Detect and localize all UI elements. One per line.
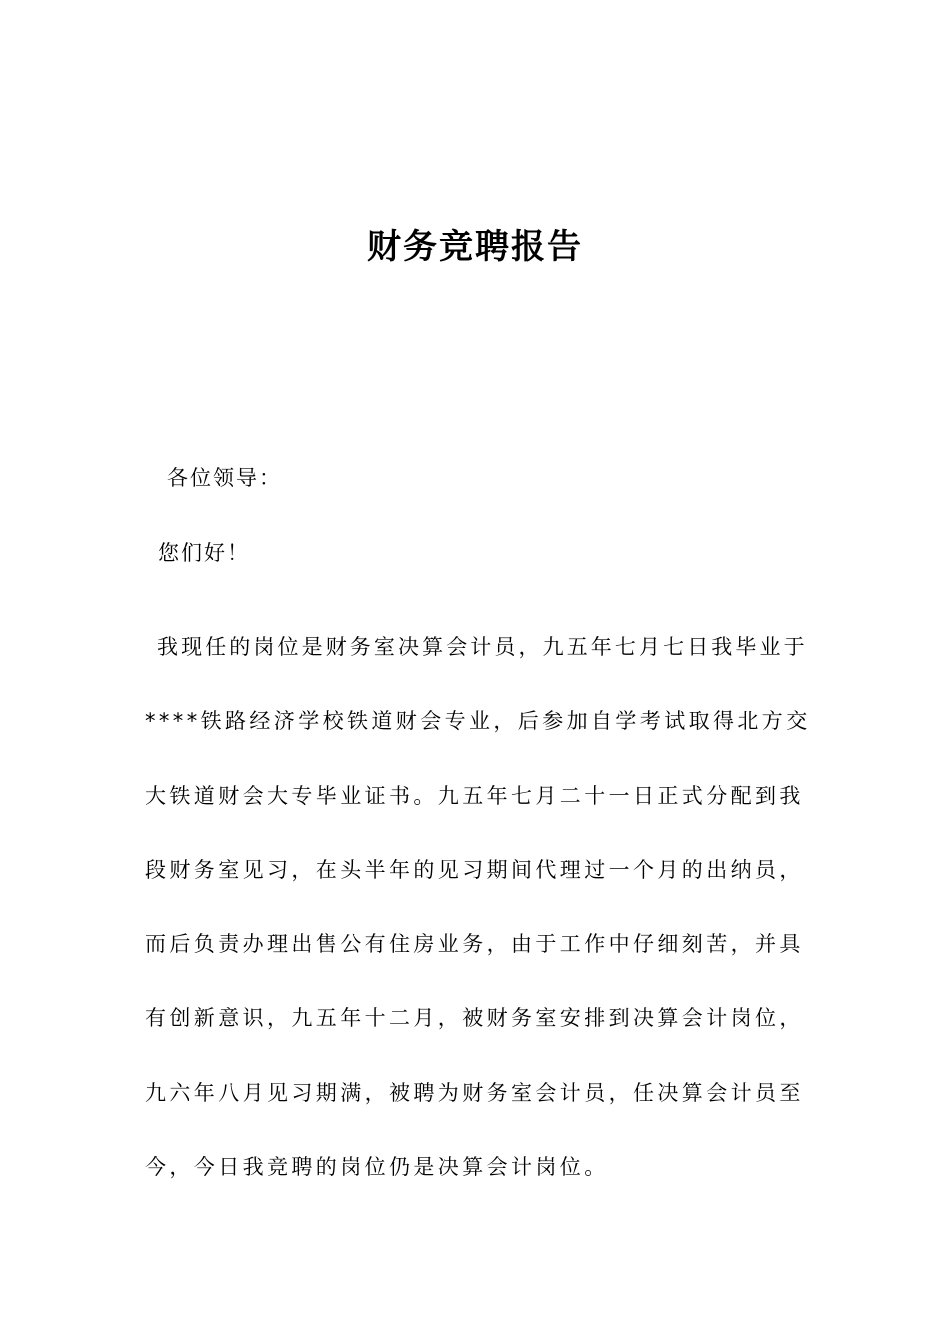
paragraph-line: 我现任的岗位是财务室决算会计员，九五年七月七日我毕业于 xyxy=(157,635,808,659)
paragraph-line: ****铁路经济学校铁道财会专业，后参加自学考试取得北方交 xyxy=(145,709,811,734)
paragraph-line: 今，今日我竞聘的岗位仍是决算会计岗位。 xyxy=(145,1155,609,1180)
paragraph-line: 段财务室见习，在头半年的见习期间代理过一个月的出纳员， xyxy=(145,857,804,882)
paragraph-line: 有创新意识，九五年十二月，被财务室安排到决算会计岗位， xyxy=(145,1006,804,1031)
paragraph-line: 而后负责办理出售公有住房业务，由于工作中仔细刻苦，并具 xyxy=(145,932,804,957)
body-paragraph xyxy=(145,610,815,1204)
greeting-text: 各位领导： xyxy=(167,466,282,490)
paragraph-line: 九六年八月见习期满，被聘为财务室会计员，任决算会计员至 xyxy=(145,1080,804,1105)
paragraph-line: 大铁道财会大专毕业证书。九五年七月二十一日正式分配到我 xyxy=(145,783,804,808)
document-title: 财务竞聘报告 xyxy=(367,227,583,267)
salute-text: 您们好！ xyxy=(158,541,250,565)
